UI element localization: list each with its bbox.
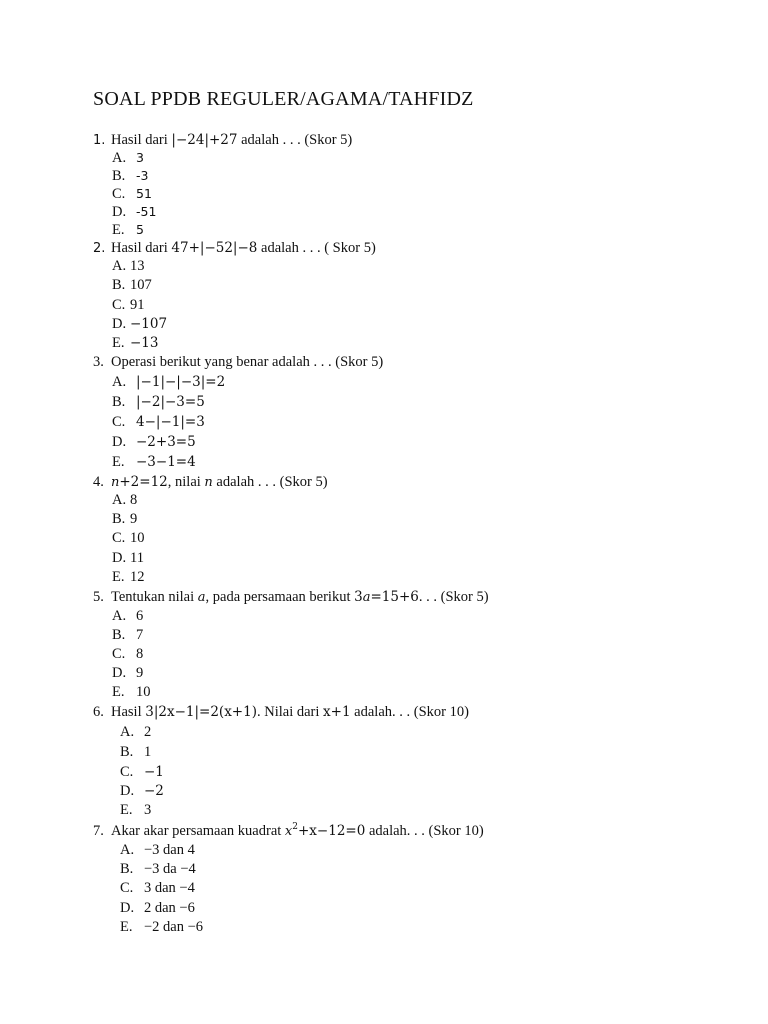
question-text: Hasil dari xyxy=(111,240,172,256)
option-value: 3 dan −4 xyxy=(144,880,195,896)
option-1b xyxy=(112,168,148,185)
math-variable: x xyxy=(284,823,293,839)
option-label: C. xyxy=(112,646,126,662)
option-value: −3 dan 4 xyxy=(144,842,195,858)
option-3e xyxy=(112,454,196,471)
option-value: 8 xyxy=(130,492,138,508)
option-5d xyxy=(112,665,143,682)
question-text-mid: . Nilai dari xyxy=(256,704,324,720)
option-value: 9 xyxy=(136,665,144,681)
option-value: −13 xyxy=(130,335,159,351)
option-label: D. xyxy=(112,434,127,450)
option-label: C. xyxy=(120,764,134,780)
question-text-after: adalah. . . (Skor 10) xyxy=(365,822,484,839)
option-label: D. xyxy=(112,204,127,220)
question-text-after: adalah . . . ( Skor 5) xyxy=(257,240,376,256)
option-value: −1 xyxy=(144,764,164,780)
option-6b xyxy=(120,744,151,761)
option-label: A. xyxy=(120,842,135,858)
option-1d xyxy=(112,204,156,221)
question-math: +x−12=0 xyxy=(298,822,366,839)
option-label: E. xyxy=(112,569,125,585)
question-number: 3. xyxy=(93,354,104,370)
option-label: E. xyxy=(120,802,133,818)
option-value: −107 xyxy=(130,316,168,332)
question-number: 6. xyxy=(93,704,104,720)
option-value: −3−1=4 xyxy=(136,454,196,470)
option-3d xyxy=(112,434,196,451)
option-value: 10 xyxy=(130,530,145,546)
option-3a xyxy=(112,374,225,391)
option-1c xyxy=(112,186,152,203)
option-label: B. xyxy=(120,744,134,760)
option-4a xyxy=(112,492,137,509)
option-label: E. xyxy=(112,335,125,351)
option-label: B. xyxy=(112,394,126,410)
option-label: C. xyxy=(112,414,126,430)
option-value: |−2|−3=5 xyxy=(136,394,205,410)
option-value: −3 da −4 xyxy=(144,861,196,877)
question-text-after: adalah. . . (Skor 10) xyxy=(350,704,469,720)
option-label: E. xyxy=(120,919,133,935)
option-value: 10 xyxy=(136,684,151,700)
question-4 xyxy=(93,474,328,491)
option-1a xyxy=(112,150,144,167)
option-value: 12 xyxy=(130,569,145,585)
option-4c xyxy=(112,530,145,547)
math-coefficient: 3 xyxy=(354,589,363,605)
question-math: =15+6 xyxy=(370,589,419,605)
option-6e xyxy=(120,802,151,819)
option-5c xyxy=(112,646,143,663)
option-7c xyxy=(120,880,195,897)
option-value: 1 xyxy=(144,744,152,760)
option-5a xyxy=(112,608,143,625)
option-label: B. xyxy=(112,627,126,643)
option-4e xyxy=(112,569,145,586)
option-label: C. xyxy=(120,880,134,896)
option-4d xyxy=(112,550,144,567)
option-5b xyxy=(112,627,143,644)
option-value: 8 xyxy=(136,646,144,662)
option-2b xyxy=(112,277,152,294)
question-number: 1. xyxy=(93,133,106,148)
option-value: -3 xyxy=(136,168,149,183)
option-4b xyxy=(112,511,137,528)
option-value: 3 xyxy=(144,802,152,818)
math-variable: a xyxy=(197,590,206,605)
question-math: 3|2x−1|=2(x+1) xyxy=(145,704,257,720)
option-label: A. xyxy=(112,150,127,166)
option-5e xyxy=(112,684,151,701)
question-number: 7. xyxy=(93,822,104,839)
math-variable: n xyxy=(111,475,120,490)
option-label: B. xyxy=(112,511,126,527)
option-label: A. xyxy=(120,724,135,740)
option-label: C. xyxy=(112,297,126,313)
option-label: A. xyxy=(112,608,127,624)
question-text-after: adalah . . . (Skor 5) xyxy=(212,474,328,490)
option-3b xyxy=(112,394,205,411)
option-2e xyxy=(112,335,159,352)
question-text-after: adalah . . . (Skor 5) xyxy=(237,132,353,148)
option-7b xyxy=(120,861,196,878)
option-value: 4−|−1|=3 xyxy=(136,414,205,430)
option-label: D. xyxy=(120,900,135,916)
document-title: SOAL PPDB REGULER/AGAMA/TAHFIDZ xyxy=(93,88,474,110)
option-label: D. xyxy=(112,550,127,566)
option-6a xyxy=(120,724,151,741)
option-3c xyxy=(112,414,205,431)
option-label: D. xyxy=(120,783,135,799)
question-text-after: . . . (Skor 5) xyxy=(418,589,489,605)
option-label: A. xyxy=(112,492,127,508)
option-value: 7 xyxy=(136,627,144,643)
option-2d xyxy=(112,316,167,333)
option-label: B. xyxy=(112,168,126,184)
option-value: −2 xyxy=(144,783,164,799)
option-2a xyxy=(112,258,145,275)
option-label: C. xyxy=(112,530,126,546)
math-variable: n xyxy=(204,475,213,490)
question-number: 4. xyxy=(93,474,104,490)
option-value: 6 xyxy=(136,608,144,624)
option-7e xyxy=(120,919,203,936)
option-2c xyxy=(112,297,145,314)
option-value: 13 xyxy=(130,258,145,274)
option-label: B. xyxy=(112,277,126,293)
question-text: Akar akar persamaan kuadrat xyxy=(111,822,285,839)
question-math: 47+|−52|−8 xyxy=(171,240,258,256)
option-1e xyxy=(112,222,144,239)
option-label: E. xyxy=(112,454,125,470)
question-2 xyxy=(93,240,376,257)
option-6d xyxy=(120,783,164,800)
question-number: 2. xyxy=(93,241,106,256)
option-label: E. xyxy=(112,222,125,238)
option-value: 2 xyxy=(144,724,152,740)
option-value: 107 xyxy=(130,277,152,293)
question-text: , nilai xyxy=(167,474,205,490)
option-label: D. xyxy=(112,316,127,332)
option-value: −2 dan −6 xyxy=(144,919,204,935)
option-label: A. xyxy=(112,258,127,274)
question-math: |−24|+27 xyxy=(171,132,238,148)
question-text-mid: , pada persamaan berikut xyxy=(205,589,355,605)
question-1 xyxy=(93,132,352,149)
option-value: 9 xyxy=(130,511,138,527)
option-label: B. xyxy=(120,861,134,877)
math-variable: a xyxy=(362,590,371,605)
question-text: Operasi berikut yang benar adalah . . . (Skor 5) xyxy=(111,354,384,370)
option-label: A. xyxy=(112,374,127,390)
option-6c xyxy=(120,764,164,781)
option-label: D. xyxy=(112,665,127,681)
question-text: Hasil xyxy=(111,704,146,720)
option-value: 91 xyxy=(130,297,145,313)
question-3 xyxy=(93,354,383,371)
option-value: 51 xyxy=(136,186,152,201)
option-7d xyxy=(120,900,195,917)
question-math: +2=12 xyxy=(119,474,168,490)
option-label: E. xyxy=(112,684,125,700)
math-exponent: 2 xyxy=(292,822,298,832)
question-7 xyxy=(93,822,484,840)
option-value: 3 xyxy=(136,150,144,165)
question-6 xyxy=(93,704,469,721)
question-text: Hasil dari xyxy=(111,132,172,148)
question-5 xyxy=(93,589,489,606)
question-number: 5. xyxy=(93,589,104,605)
option-value: −2+3=5 xyxy=(136,434,196,450)
option-value: 11 xyxy=(130,550,144,566)
option-7a xyxy=(120,842,195,859)
option-value: |−1|−|−3|=2 xyxy=(136,374,226,390)
option-value: 5 xyxy=(136,222,144,237)
question-text: Tentukan nilai xyxy=(111,589,198,605)
option-value: -51 xyxy=(136,204,157,219)
option-value: 2 dan −6 xyxy=(144,900,195,916)
question-math-2: x+1 xyxy=(323,704,351,720)
option-label: C. xyxy=(112,186,126,202)
